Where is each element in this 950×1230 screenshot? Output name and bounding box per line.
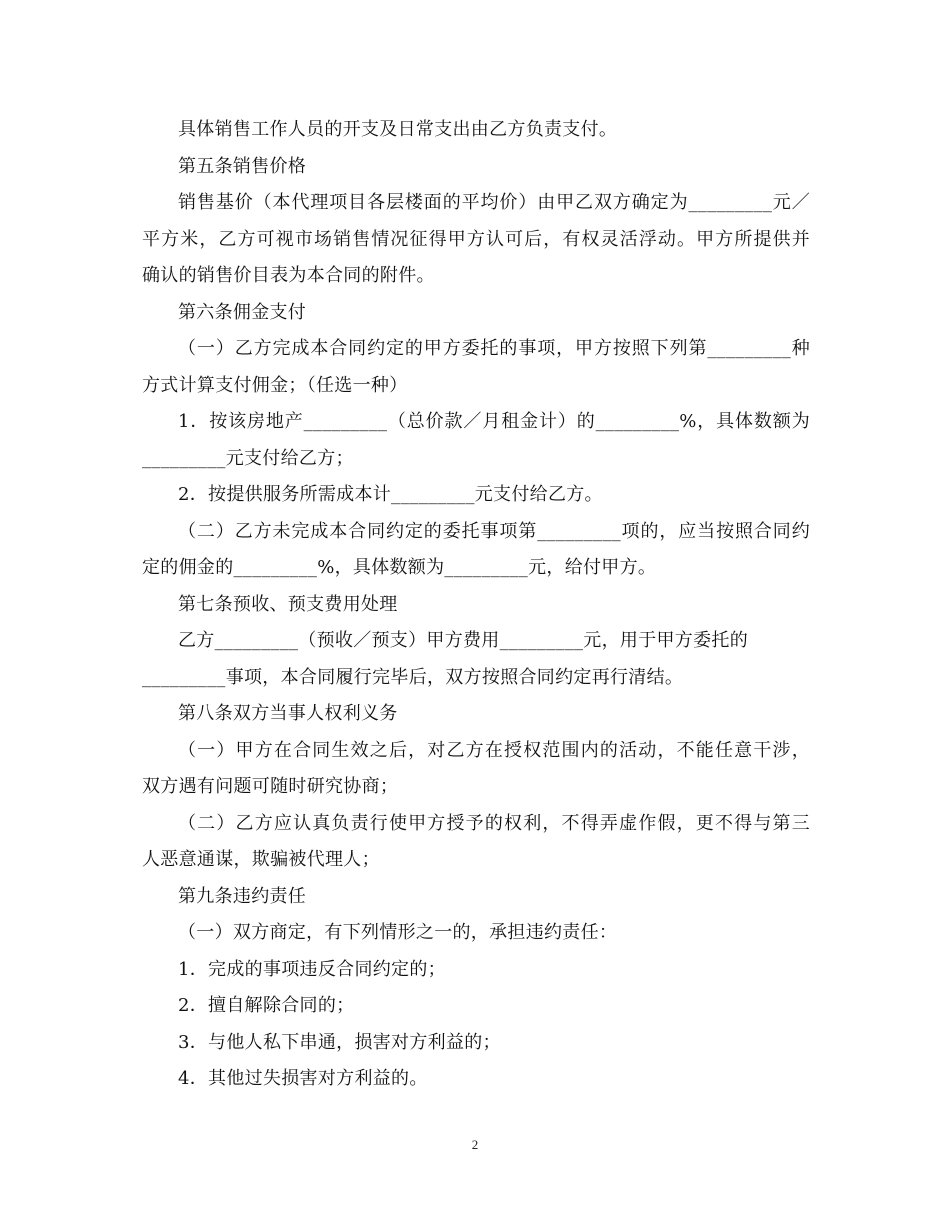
- paragraph-line: 定的佣金的_________%，具体数额为_________元，给付甲方。: [142, 557, 657, 578]
- paragraph-line: 乙方_________（预收／预支）甲方费用_________元，用于甲方委托的: [178, 630, 748, 651]
- paragraph-line: 具体销售工作人员的开支及日常支出由乙方负责支付。: [178, 119, 618, 140]
- section-heading-7: 第七条预收、预支费用处理: [178, 593, 398, 615]
- section-heading-9: 第九条违约责任: [178, 885, 307, 907]
- paragraph-line: （二）乙方未完成本合同约定的委托事项第_________项的，应当按照合同约: [178, 520, 810, 542]
- document-body: [142, 112, 810, 1098]
- paragraph-line: （一）双方商定，有下列情形之一的，承担违约责任：: [178, 922, 618, 943]
- section-heading-6: 第六条佣金支付: [178, 301, 307, 323]
- page-number: 2: [471, 1137, 479, 1152]
- paragraph-line: （一）乙方完成本合同约定的甲方委托的事项，甲方按照下列第_________种: [178, 338, 810, 359]
- paragraph-line: 人恶意通谋，欺骗被代理人；: [142, 849, 380, 870]
- paragraph-line: （一）甲方在合同生效之后，对乙方在授权范围内的活动，不能任意干涉，: [178, 739, 810, 761]
- paragraph-line: 双方遇有问题可随时研究协商；: [142, 776, 399, 797]
- list-item: 3．与他人私下串通，损害对方利益的；: [178, 1031, 501, 1053]
- paragraph-line: _________元支付给乙方；: [142, 447, 354, 469]
- section-heading-8: 第八条双方当事人权利义务: [178, 703, 398, 724]
- paragraph-line: 平方米，乙方可视市场销售情况征得甲方认可后，有权灵活浮动。甲方所提供并: [142, 228, 810, 250]
- paragraph-line: 销售基价（本代理项目各层楼面的平均价）由甲乙双方确定为_________元／: [178, 192, 810, 213]
- paragraph-line: 2．按提供服务所需成本计_________元支付给乙方。: [178, 484, 603, 505]
- paragraph-line: 1．按该房地产_________（总价款／月租金计）的_________%，具体数额为: [178, 411, 810, 432]
- paragraph-line: 方式计算支付佣金；（任选一种）: [142, 374, 408, 396]
- section-heading-5: 第五条销售价格: [178, 155, 307, 177]
- paragraph-line: 确认的销售价目表为本合同的附件。: [142, 265, 435, 286]
- paragraph-line: _________事项，本合同履行完毕后，双方按照合同约定再行清结。: [142, 666, 684, 688]
- paragraph-line: （二）乙方应认真负责行使甲方授予的权利，不得弄虚作假，更不得与第三: [178, 812, 810, 834]
- list-item: 1．完成的事项违反合同约定的；: [178, 958, 446, 980]
- list-item: 4．其他过失损害对方利益的。: [178, 1068, 428, 1089]
- list-item: 2．擅自解除合同的；: [178, 995, 355, 1016]
